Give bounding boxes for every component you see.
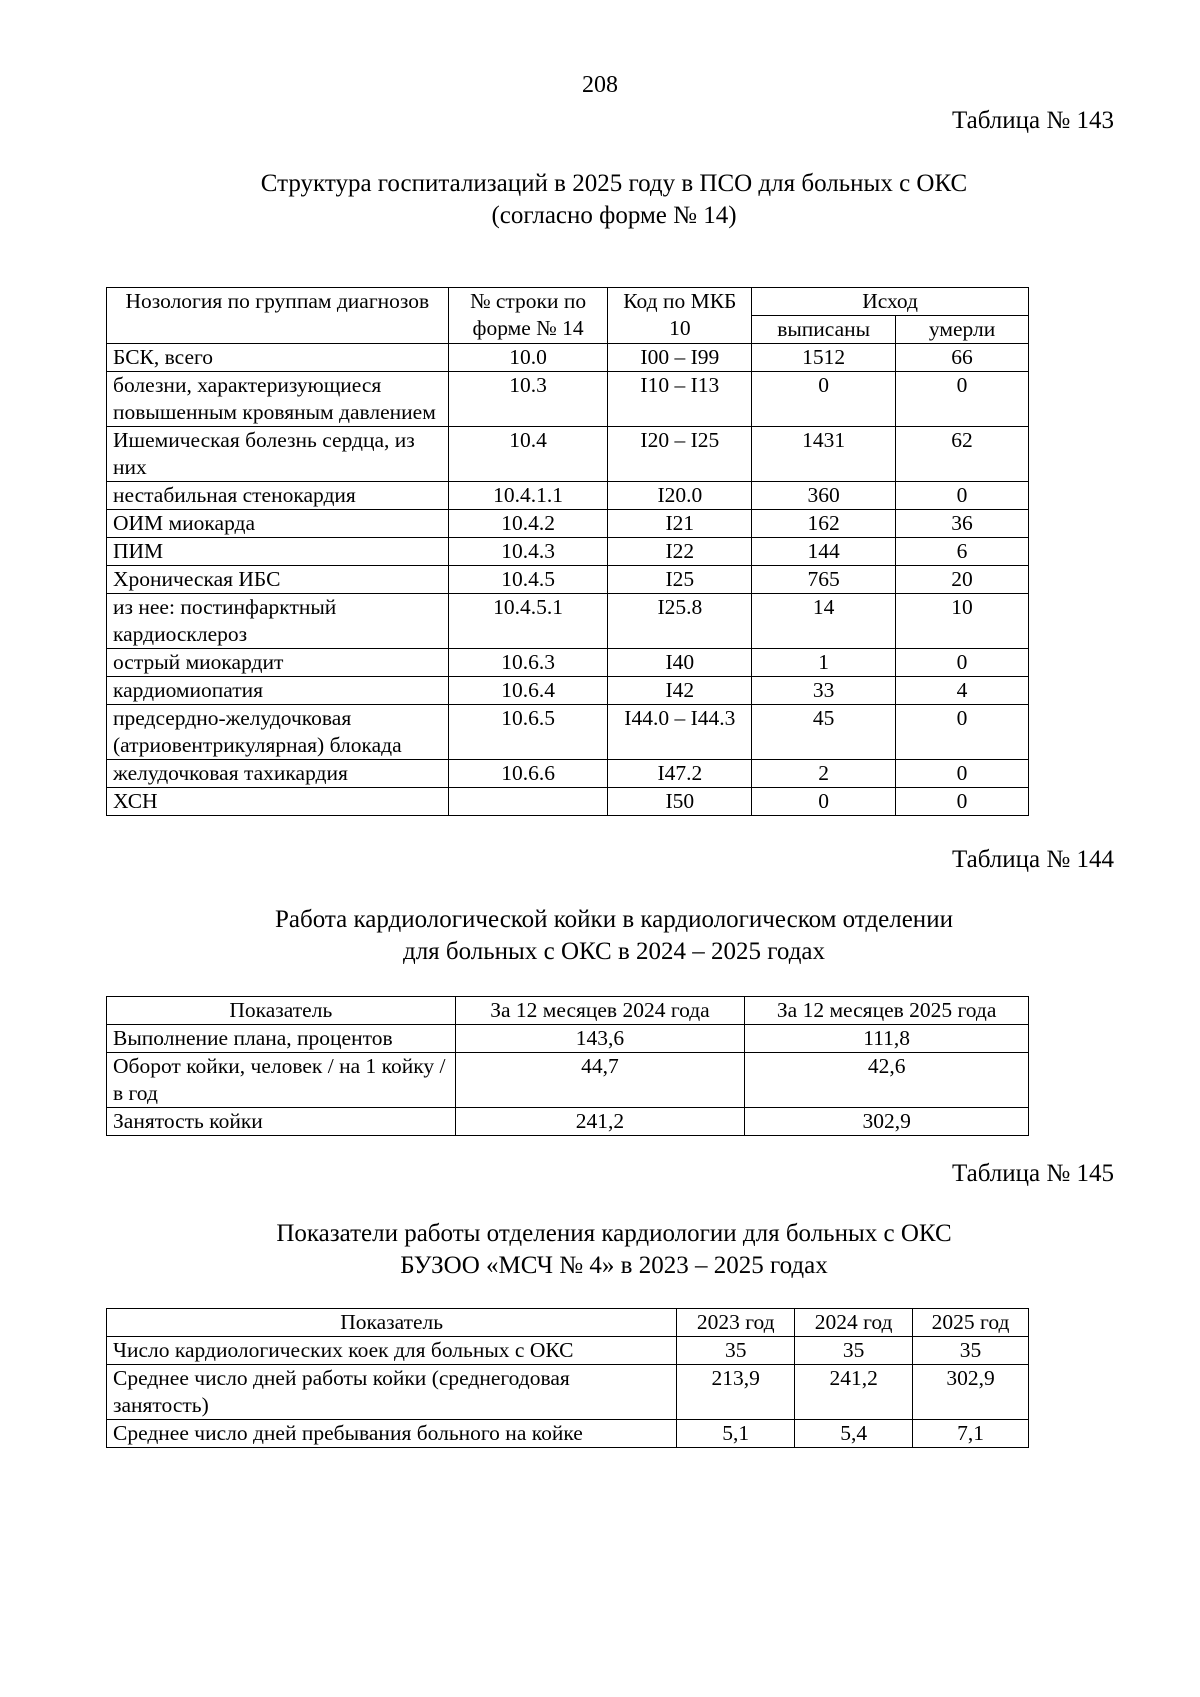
cell-row-number: 10.4.3 [448, 538, 608, 566]
page-number: 208 [582, 72, 618, 98]
cell-nosology: болезни, характеризующиеся повышенным кровяным давлением [107, 372, 449, 427]
header-outcome: Исход [752, 288, 1029, 316]
cell-nosology: Хроническая ИБС [107, 566, 449, 594]
table-row [107, 510, 1029, 538]
cell-nosology: ПИМ [107, 538, 449, 566]
cell-row-number: 10.4.2 [448, 510, 608, 538]
table-145-title [0, 1218, 1200, 1282]
cell-discharged: 1 [752, 649, 896, 677]
table-144-title [0, 904, 1200, 968]
cell-icd-code: I10 – I13 [608, 372, 752, 427]
cell-2024: 44,7 [455, 1053, 745, 1108]
table-145-number: Таблица № 145 [951, 1160, 1114, 1187]
cell-row-number [448, 788, 608, 816]
cell-discharged: 0 [752, 788, 896, 816]
cell-2023: 213,9 [677, 1365, 795, 1420]
header-2025: 2025 год [913, 1309, 1029, 1337]
cell-row-number: 10.3 [448, 372, 608, 427]
table-row [107, 372, 1029, 427]
cell-2023: 5,1 [677, 1420, 795, 1448]
cell-discharged: 144 [752, 538, 896, 566]
cell-died: 0 [896, 482, 1029, 510]
cell-nosology: кардиомиопатия [107, 677, 449, 705]
table-row [107, 649, 1029, 677]
table-row [107, 1108, 1029, 1136]
cell-2024: 35 [795, 1337, 913, 1365]
header-indicator: Показатель [107, 1309, 677, 1337]
table-row [107, 760, 1029, 788]
cell-icd-code: I25.8 [608, 594, 752, 649]
cell-row-number: 10.6.5 [448, 705, 608, 760]
table-row [107, 1420, 1029, 1448]
table-145-title-line1: Показатели работы отделения кардиологии для больных с ОКС [276, 1220, 952, 1247]
header-2024: За 12 месяцев 2024 года [455, 997, 745, 1025]
cell-row-number: 10.0 [448, 344, 608, 372]
cell-discharged: 45 [752, 705, 896, 760]
cell-nosology: желудочковая тахикардия [107, 760, 449, 788]
cell-2024: 143,6 [455, 1025, 745, 1053]
table-143-title-line1: Структура госпитализаций в 2025 году в ПСО для больных с ОКС [260, 170, 968, 197]
cell-icd-code: I42 [608, 677, 752, 705]
table-144-header-row [107, 997, 1029, 1025]
cell-indicator: Выполнение плана, процентов [107, 1025, 456, 1053]
cell-died: 4 [896, 677, 1029, 705]
table-144-title-line1: Работа кардиологической койки в кардиологическом отделении [275, 906, 953, 933]
table-143-title [0, 168, 1200, 232]
cell-discharged: 765 [752, 566, 896, 594]
cell-nosology: острый миокардит [107, 649, 449, 677]
cell-nosology: нестабильная стенокардия [107, 482, 449, 510]
header-nosology: Нозология по группам диагнозов [107, 288, 449, 344]
header-discharged: выписаны [752, 316, 896, 344]
table-145 [106, 1308, 1029, 1448]
cell-indicator: Оборот койки, человек / на 1 койку / в год [107, 1053, 456, 1108]
cell-discharged: 162 [752, 510, 896, 538]
header-2025: За 12 месяцев 2025 года [745, 997, 1029, 1025]
cell-died: 10 [896, 594, 1029, 649]
table-row [107, 1025, 1029, 1053]
header-2023: 2023 год [677, 1309, 795, 1337]
cell-discharged: 14 [752, 594, 896, 649]
table-145-header-row [107, 1309, 1029, 1337]
cell-discharged: 33 [752, 677, 896, 705]
cell-icd-code: I25 [608, 566, 752, 594]
cell-discharged: 360 [752, 482, 896, 510]
cell-died: 62 [896, 427, 1029, 482]
cell-row-number: 10.4 [448, 427, 608, 482]
cell-discharged: 1512 [752, 344, 896, 372]
cell-discharged: 2 [752, 760, 896, 788]
table-145-body [107, 1337, 1029, 1448]
cell-row-number: 10.6.4 [448, 677, 608, 705]
cell-2025: 302,9 [913, 1365, 1029, 1420]
cell-icd-code: I44.0 – I44.3 [608, 705, 752, 760]
table-144-number: Таблица № 144 [951, 846, 1114, 873]
cell-icd-code: I50 [608, 788, 752, 816]
cell-2024: 241,2 [455, 1108, 745, 1136]
cell-2024: 241,2 [795, 1365, 913, 1420]
cell-nosology: из нее: постинфарктный кардиосклероз [107, 594, 449, 649]
cell-2025: 35 [913, 1337, 1029, 1365]
table-143-title-line2: (согласно форме № 14) [491, 202, 737, 229]
cell-row-number: 10.4.5 [448, 566, 608, 594]
table-row [107, 1337, 1029, 1365]
cell-nosology: ОИМ миокарда [107, 510, 449, 538]
cell-died: 0 [896, 705, 1029, 760]
header-row-number: № строки по форме № 14 [448, 288, 608, 344]
cell-2025: 7,1 [913, 1420, 1029, 1448]
table-row [107, 344, 1029, 372]
cell-icd-code: I20 – I25 [608, 427, 752, 482]
table-row [107, 427, 1029, 482]
cell-nosology: Ишемическая болезнь сердца, из них [107, 427, 449, 482]
cell-icd-code: I40 [608, 649, 752, 677]
cell-row-number: 10.4.1.1 [448, 482, 608, 510]
cell-2023: 35 [677, 1337, 795, 1365]
table-row [107, 788, 1029, 816]
table-143-number: Таблица № 143 [951, 107, 1114, 134]
cell-died: 36 [896, 510, 1029, 538]
cell-icd-code: I22 [608, 538, 752, 566]
table-row [107, 594, 1029, 649]
cell-nosology: предсердно-желудочковая (атриовентрикулярная) блокада [107, 705, 449, 760]
cell-indicator: Среднее число дней пребывания больного на койке [107, 1420, 677, 1448]
table-row [107, 482, 1029, 510]
cell-icd-code: I20.0 [608, 482, 752, 510]
table-143-header-row [107, 288, 1029, 316]
cell-2025: 42,6 [745, 1053, 1029, 1108]
table-row [107, 705, 1029, 760]
cell-nosology: БСК, всего [107, 344, 449, 372]
header-indicator: Показатель [107, 997, 456, 1025]
table-143 [106, 287, 1029, 816]
cell-row-number: 10.4.5.1 [448, 594, 608, 649]
header-2024: 2024 год [795, 1309, 913, 1337]
cell-2025: 302,9 [745, 1108, 1029, 1136]
table-144-body [107, 1025, 1029, 1136]
table-row [107, 1053, 1029, 1108]
cell-died: 0 [896, 372, 1029, 427]
cell-died: 0 [896, 788, 1029, 816]
cell-icd-code: I00 – I99 [608, 344, 752, 372]
cell-died: 6 [896, 538, 1029, 566]
header-icd-code: Код по МКБ 10 [608, 288, 752, 344]
table-row [107, 677, 1029, 705]
header-died: умерли [896, 316, 1029, 344]
cell-row-number: 10.6.6 [448, 760, 608, 788]
table-row [107, 1365, 1029, 1420]
table-145-title-line2: БУЗОО «МСЧ № 4» в 2023 – 2025 годах [400, 1252, 828, 1279]
table-row [107, 538, 1029, 566]
cell-died: 0 [896, 760, 1029, 788]
cell-nosology: ХСН [107, 788, 449, 816]
cell-died: 0 [896, 649, 1029, 677]
cell-2025: 111,8 [745, 1025, 1029, 1053]
cell-2024: 5,4 [795, 1420, 913, 1448]
table-144 [106, 996, 1029, 1136]
cell-icd-code: I21 [608, 510, 752, 538]
table-144-title-line2: для больных с ОКС в 2024 – 2025 годах [402, 938, 826, 965]
cell-discharged: 0 [752, 372, 896, 427]
cell-indicator: Среднее число дней работы койки (среднегодовая занятость) [107, 1365, 677, 1420]
cell-discharged: 1431 [752, 427, 896, 482]
table-row [107, 566, 1029, 594]
cell-died: 66 [896, 344, 1029, 372]
cell-row-number: 10.6.3 [448, 649, 608, 677]
cell-indicator: Число кардиологических коек для больных с ОКС [107, 1337, 677, 1365]
cell-icd-code: I47.2 [608, 760, 752, 788]
cell-indicator: Занятость койки [107, 1108, 456, 1136]
table-143-body [107, 344, 1029, 816]
cell-died: 20 [896, 566, 1029, 594]
